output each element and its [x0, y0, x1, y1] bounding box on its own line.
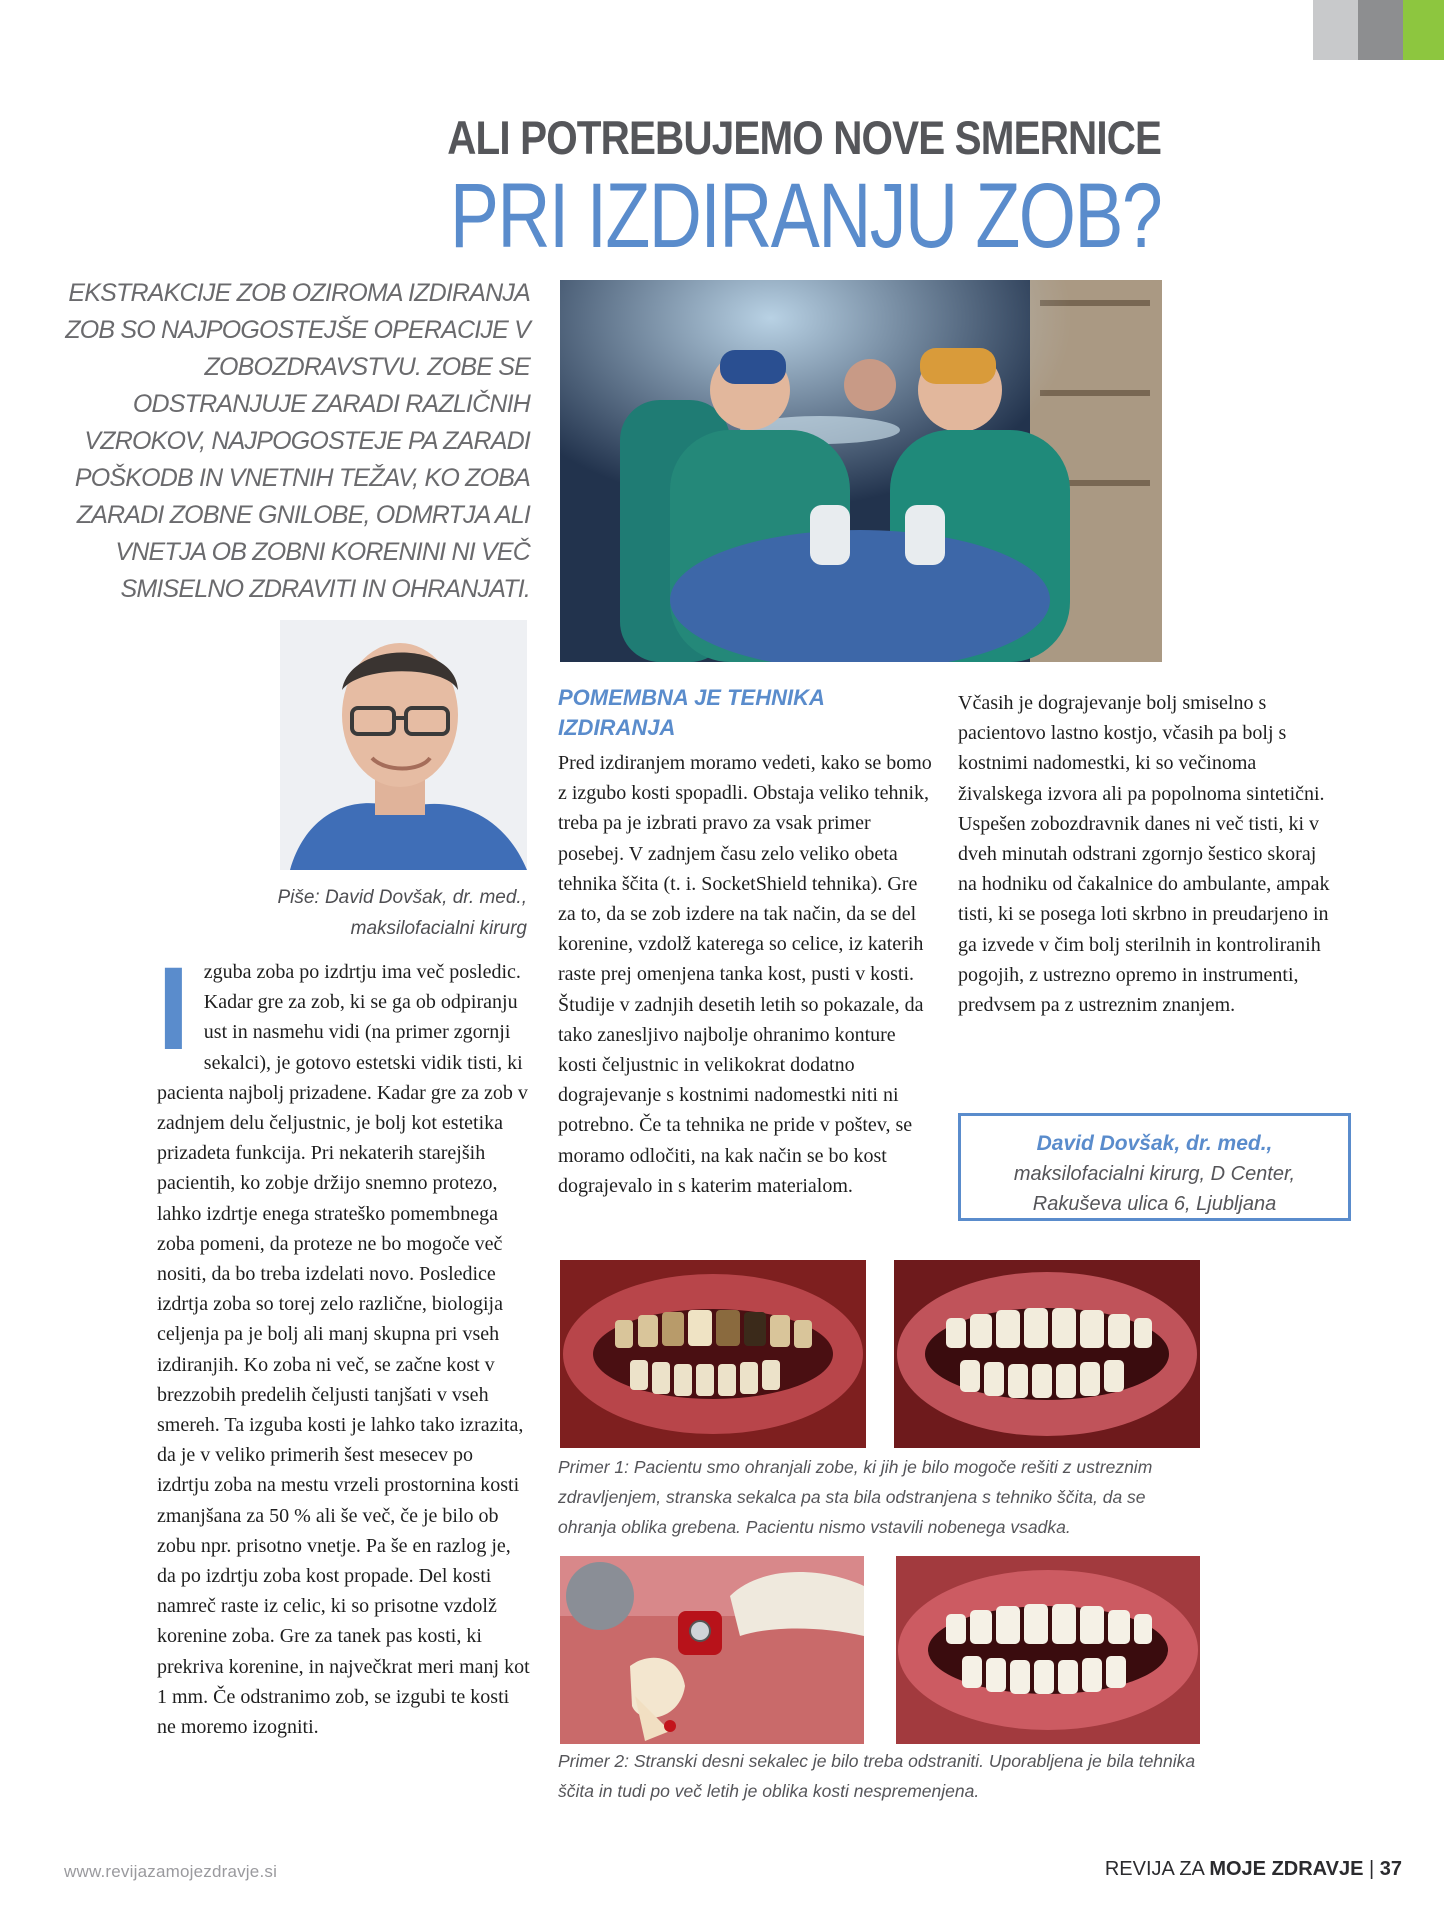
section-subhead: POMEMBNA JE TEHNIKA IZDIRANJA	[558, 685, 825, 740]
author-caption-line2: maksilofacialni kirurg	[350, 918, 527, 939]
author-box-name: David Dovšak, dr. med.,	[1036, 1132, 1273, 1155]
corner-tab-light	[1313, 0, 1358, 60]
footer-magazine-prefix: REVIJA ZA	[1104, 1858, 1210, 1880]
case1-after-photo	[894, 1260, 1200, 1448]
article-title-line1: ALI POTREBUJEMO NOVE SMERNICE	[447, 111, 1161, 164]
case1-caption: Primer 1: Pacientu smo ohranjali zobe, ki jih je bilo mogoče rešiti z ustreznim zdravljenjem, stranska sekalca pa sta bila odstranjena s tehniko ščita, da se ohranja oblika grebena. Pacientu nismo vstavili nobenega vsadka.	[558, 1457, 1153, 1537]
author-box	[958, 1113, 1351, 1221]
case2-result-photo	[896, 1556, 1200, 1744]
surgery-photo	[560, 280, 1162, 662]
article-column-3	[958, 688, 1338, 1020]
drop-cap: I	[157, 943, 190, 1075]
column2-text: Pred izdiranjem moramo vedeti, kako se bomo z izgubo kosti spopadli. Obstaja veliko tehnik, treba pa je izbrati pravo za vsak primer posebej. V zadnjem času zelo veliko obeta tehnika ščita (t. i. SocketShield tehnika). Gre za to, da se zob izdere na tak način, da se del korenine, vzdolž katerega so celice, iz katerih raste prej omenjena tanka kost, pusti v kosti. Študije v zadnjih desetih letih so pokazale, da tako zanesljivo najbolje ohranimo konture kosti čeljustnic in velikokrat dodatno dograjevanje s kostnimi nadomestki niti ni potrebno. Če ta tehnika ne pride v poštev, se moramo odločiti, na kak način se bo kost dograjevalo in s katerim materialom.	[558, 752, 932, 1197]
column1-text: zguba zoba po izdrtju ima več posledic. Kadar gre za zob, ki se ga ob odpiranju ust in nasmehu vidi (na primer zgornji sekalci), je gotovo estetski vidik tisti, ki pacienta najbolj prizadene. Kadar gre za zob v zadnjem delu čeljustnic, je bolj kot estetika prizadeta funkcija. Pri nekaterih starejših pacientih, ko zobje držijo snemno protezo, lahko izdrtje enega strateško pomembnega zoba pomeni, da proteze ne bo mogoče več nositi, da bo treba izdelati novo. Posledice izdrtja zoba so torej zelo različne, biologija celjenja pa je bolj ali manj skupna pri vseh izdiranjih. Ko zoba ni več, se začne kost v brezzobih predelih čeljusti tanjšati v vseh smereh. Ta izguba kosti je lahko tako izrazita, da je v veliko primerih šest mesecev po izdrtju zoba na mestu vrzeli prostornina kosti zmanjšana za 50 % ali še več, če je bilo ob zobu npr. prisotno vnetje. Pa še en razlog je, da po izdrtju zoba kost propade. Del kosti namreč raste iz celic, ki so prisotne vzdolž korenine zoba. Gre za tanek pas kosti, ki prekriva korenine, in največkrat meri manj kot 1 mm. Če odstranimo zob, se izgubi te kosti ne moremo izogniti.	[157, 961, 530, 1739]
footer-separator: |	[1363, 1858, 1380, 1880]
corner-tab-dark	[1358, 0, 1403, 60]
column3-para1: Včasih je dograjevanje bolj smiselno s pacientovo lastno kostjo, včasih pa bolj s kostnimi nadomestki, ki so večinoma živalskega izvora ali pa popolnoma sintetični.	[958, 692, 1325, 805]
article-title-line2: PRI IZDIRANJU ZOB?	[449, 165, 1161, 267]
case2-caption: Primer 2: Stranski desni sekalec je bilo treba odstraniti. Uporabljena je bila tehnika ščita in tudi po več letih je oblika kosti nespremenjena.	[558, 1751, 1196, 1801]
footer-magazine	[1105, 1858, 1402, 1881]
author-box-title: maksilofacialni kirurg, D Center,	[1013, 1163, 1296, 1185]
article-lead: EKSTRAKCIJE ZOB OZIROMA IZDIRANJA ZOB SO NAJPOGOSTEJŠE OPERACIJE V ZOBOZDRAVSTVU. ZOBE SE ODSTRANJUJE ZARADI RAZLIČNIH VZROKOV, NAJPOGOSTEJE PA ZARADI POŠKODB IN VNETNIH TEŽAV, KO ZOBA ZARADI ZOBNE GNILOBE, ODMRTJA ALI VNETJA OB ZOBNI KORENINI NI VEČ SMISELNO ZDRAVITI IN OHRANJATI.	[65, 279, 530, 603]
article-column-1	[157, 943, 530, 1742]
column3-para2: Uspešen zobozdravnik danes ni več tisti, ki v dveh minutah odstrani zgornjo šestico skoraj na hodniku od čakalnice do ambulante, ampak tisti, ki se posega loti skrbno in preudarjeno in ga izvede v čim bolj sterilnih in kontroliranih pogojih, z ustrezno opremo in instrumenti, predvsem pa z ustreznim znanjem.	[958, 812, 1330, 1017]
page-number: 37	[1379, 1858, 1402, 1880]
author-caption-line1: Piše: David Dovšak, dr. med.,	[277, 887, 527, 908]
author-portrait	[280, 620, 527, 870]
case1-before-photo	[560, 1260, 866, 1448]
article-column-2	[558, 748, 935, 1201]
author-caption	[150, 882, 527, 944]
corner-tab-green	[1403, 0, 1444, 60]
footer-website-url: www.revijazamojezdravje.si	[64, 1862, 278, 1881]
footer-magazine-name: MOJE ZDRAVJE	[1209, 1858, 1364, 1880]
author-box-address: Rakuševa ulica 6, Ljubljana	[1032, 1193, 1277, 1215]
case2-surgery-photo	[560, 1556, 864, 1744]
